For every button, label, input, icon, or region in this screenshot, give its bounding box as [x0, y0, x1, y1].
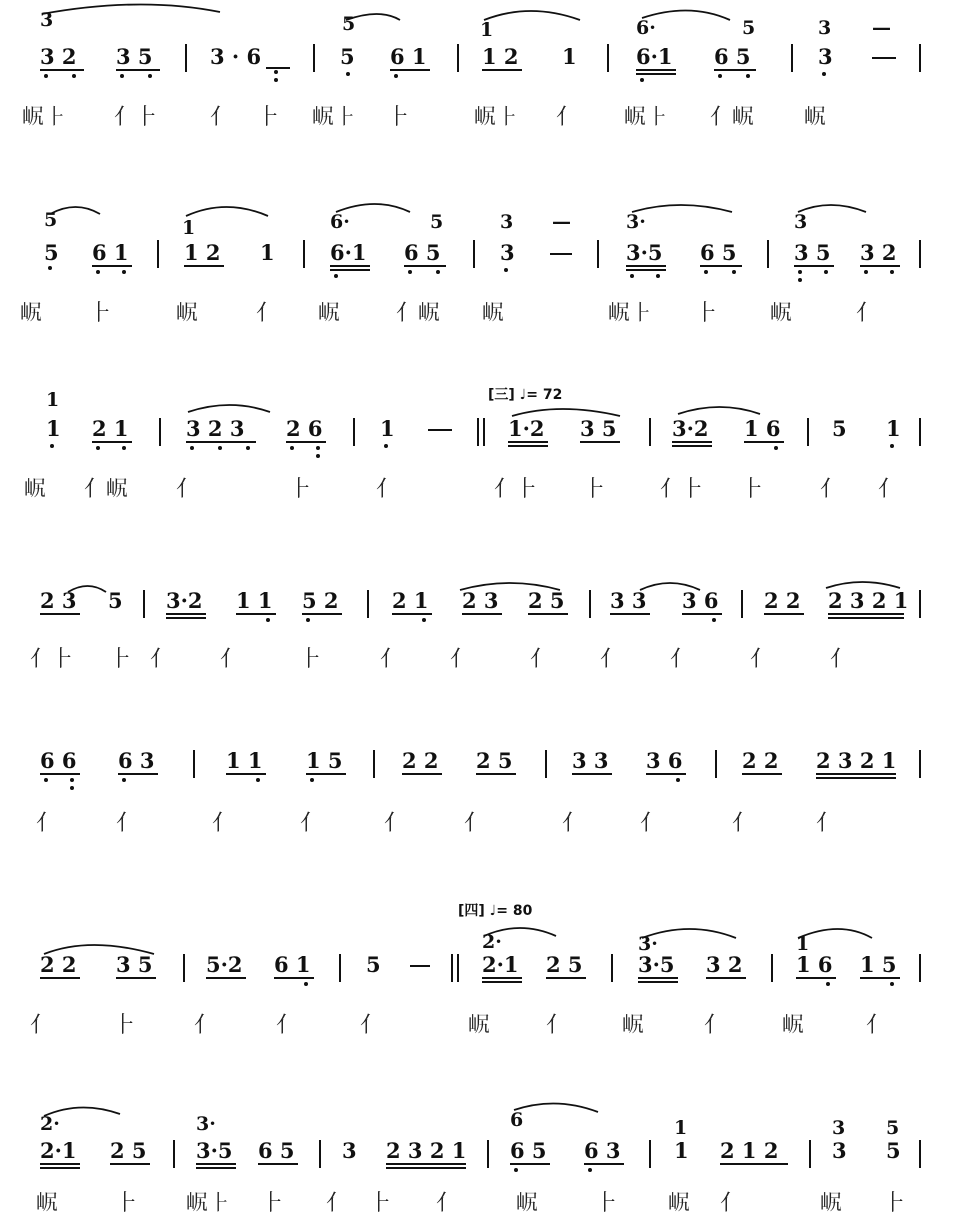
- svg-text:𡶋: 𡶋: [20, 301, 43, 326]
- svg-text:⺅: ⺅: [856, 301, 879, 326]
- svg-text:⺊: ⺊: [114, 1013, 137, 1038]
- svg-text:6 6: 6 6: [40, 748, 77, 773]
- svg-text:𡶋: 𡶋: [36, 1191, 59, 1216]
- staff-row-3: [0, 380, 963, 510]
- svg-text:1: 1: [46, 416, 61, 441]
- svg-text:2 3: 2 3: [40, 588, 77, 613]
- svg-text:1 2: 1 2: [482, 44, 519, 69]
- svg-text:3 5: 3 5: [580, 416, 617, 441]
- svg-text:𡶋: 𡶋: [176, 301, 199, 326]
- svg-text:3 3: 3 3: [610, 588, 647, 613]
- svg-text:2·1: 2·1: [482, 952, 519, 977]
- svg-text:6 5: 6 5: [258, 1138, 295, 1163]
- svg-text:6 5: 6 5: [510, 1138, 547, 1163]
- svg-text:3: 3: [40, 9, 54, 31]
- svg-text:𡶋⺊: 𡶋⺊: [624, 105, 669, 130]
- svg-text:⺅: ⺅: [116, 811, 139, 836]
- svg-text:⺅: ⺅: [384, 811, 407, 836]
- svg-text:1: 1: [674, 1138, 689, 1163]
- svg-text:1·2: 1·2: [508, 416, 545, 441]
- staff-row-1: [0, 0, 963, 130]
- staff-row-2: [0, 190, 963, 326]
- svg-text:⺊: ⺊: [300, 647, 323, 672]
- svg-text:2·: 2·: [482, 931, 502, 953]
- svg-text:⺅: ⺅: [256, 301, 279, 326]
- svg-text:5: 5: [430, 211, 444, 233]
- svg-text:⺅: ⺅: [210, 105, 233, 130]
- tempo-mark: ♩= 72: [519, 387, 563, 403]
- svg-text:1 5: 1 5: [860, 952, 897, 977]
- svg-text:5: 5: [886, 1117, 900, 1139]
- score-row-6: [0, 910, 963, 1040]
- svg-text:⺅: ⺅: [194, 1013, 217, 1038]
- svg-text:⺊: ⺊: [696, 301, 719, 326]
- svg-text:⺅: ⺅: [276, 1013, 299, 1038]
- svg-text:3 5: 3 5: [116, 952, 153, 977]
- svg-text:5: 5: [44, 240, 59, 265]
- svg-text:5: 5: [342, 13, 356, 35]
- svg-text:6 1: 6 1: [274, 952, 311, 977]
- section-number: [四]: [458, 903, 485, 919]
- svg-text:⺅: ⺅: [546, 1013, 569, 1038]
- svg-text:1: 1: [562, 44, 577, 69]
- svg-text:6 1: 6 1: [92, 240, 129, 265]
- svg-text:⺅: ⺅: [720, 1191, 743, 1216]
- svg-text:6 3: 6 3: [584, 1138, 621, 1163]
- svg-text:6·: 6·: [330, 211, 350, 233]
- svg-text:𡶋⺊: 𡶋⺊: [312, 105, 357, 130]
- svg-text:⺅: ⺅: [212, 811, 235, 836]
- svg-text:3: 3: [818, 44, 833, 69]
- svg-text:⺅: ⺅: [326, 1191, 349, 1216]
- svg-text:⺊: ⺊: [388, 105, 411, 130]
- svg-text:⺅: ⺅: [556, 105, 579, 130]
- svg-text:3: 3: [500, 211, 514, 233]
- svg-text:2 3 2 1: 2 3 2 1: [816, 748, 897, 773]
- svg-text:𡶋⺊: 𡶋⺊: [186, 1191, 231, 1216]
- svg-text:3·: 3·: [196, 1113, 216, 1135]
- svg-text:⺅: ⺅: [530, 647, 553, 672]
- svg-text:1: 1: [886, 416, 901, 441]
- svg-text:5·2: 5·2: [206, 952, 243, 977]
- svg-text:3·: 3·: [638, 933, 658, 955]
- svg-text:⺊: ⺊: [290, 477, 313, 502]
- svg-text:⺅: ⺅: [562, 811, 585, 836]
- svg-text:⺅: ⺅: [30, 1013, 53, 1038]
- svg-text:1 6: 1 6: [744, 416, 781, 441]
- staff-row-4: [0, 566, 963, 696]
- svg-text:3: 3: [342, 1138, 357, 1163]
- svg-text:—: —: [552, 211, 571, 233]
- svg-text:3 5: 3 5: [794, 240, 831, 265]
- svg-text:2 5: 2 5: [476, 748, 513, 773]
- svg-text:⺅: ⺅: [600, 647, 623, 672]
- svg-text:3·2: 3·2: [166, 588, 203, 613]
- svg-text:3 6: 3 6: [682, 588, 719, 613]
- svg-text:⺅: ⺅: [732, 811, 755, 836]
- svg-text:6 5: 6 5: [404, 240, 441, 265]
- svg-text:⺊: ⺊: [262, 1191, 285, 1216]
- svg-text:⺅: ⺅: [380, 647, 403, 672]
- svg-text:⺅: ⺅: [36, 811, 59, 836]
- svg-text:𡶋: 𡶋: [622, 1013, 645, 1038]
- svg-text:⺅: ⺅: [830, 647, 853, 672]
- score-row-2: [0, 190, 963, 326]
- svg-text:𡶋: 𡶋: [468, 1013, 491, 1038]
- svg-text:6·1: 6·1: [636, 44, 673, 69]
- svg-text:6·1: 6·1: [330, 240, 367, 265]
- svg-text:⺅: ⺅: [670, 647, 693, 672]
- svg-text:⺅: ⺅: [300, 811, 323, 836]
- svg-text:3·5: 3·5: [626, 240, 663, 265]
- svg-text:2·: 2·: [40, 1113, 60, 1135]
- svg-text:⺅: ⺅: [704, 1013, 727, 1038]
- svg-text:1 1: 1 1: [226, 748, 263, 773]
- svg-text:2 1 2: 2 1 2: [720, 1138, 779, 1163]
- score-row-5: [0, 740, 963, 870]
- svg-text:3 2: 3 2: [860, 240, 897, 265]
- svg-text:3·5: 3·5: [638, 952, 675, 977]
- svg-text:3·5: 3·5: [196, 1138, 233, 1163]
- score-row-4: [0, 566, 963, 696]
- svg-text:𡶋: 𡶋: [318, 301, 341, 326]
- svg-text:3 2: 3 2: [706, 952, 743, 977]
- svg-text:2 3 2 1: 2 3 2 1: [828, 588, 909, 613]
- svg-text:5: 5: [742, 17, 756, 39]
- svg-text:1: 1: [46, 389, 60, 411]
- svg-text:𡶋: 𡶋: [516, 1191, 539, 1216]
- svg-text:3 5: 3 5: [116, 44, 153, 69]
- svg-text:⺅⺊: ⺅⺊: [30, 647, 75, 672]
- svg-text:𡶋: 𡶋: [770, 301, 793, 326]
- tempo-mark: ♩= 80: [489, 903, 533, 919]
- svg-text:3·2: 3·2: [672, 416, 709, 441]
- svg-text:5: 5: [108, 588, 123, 613]
- svg-text:3 6: 3 6: [646, 748, 683, 773]
- svg-text:⺅𡶋: ⺅𡶋: [396, 301, 441, 326]
- svg-text:3 2 3: 3 2 3: [186, 416, 245, 441]
- svg-text:6·: 6·: [636, 17, 656, 39]
- svg-text:𡶋⺊: 𡶋⺊: [608, 301, 653, 326]
- staff-row-5: [0, 740, 963, 870]
- svg-text:1: 1: [260, 240, 275, 265]
- svg-text:2 2: 2 2: [40, 952, 77, 977]
- svg-text:⺅: ⺅: [816, 811, 839, 836]
- svg-text:⺅: ⺅: [464, 811, 487, 836]
- svg-text:⺅: ⺅: [150, 647, 173, 672]
- svg-text:2·1: 2·1: [40, 1138, 77, 1163]
- svg-text:𡶋: 𡶋: [24, 477, 47, 502]
- svg-text:1 1: 1 1: [236, 588, 273, 613]
- svg-text:2 3 2 1: 2 3 2 1: [386, 1138, 467, 1163]
- svg-text:⺅: ⺅: [376, 477, 399, 502]
- svg-text:3: 3: [818, 17, 832, 39]
- svg-text:1 6: 1 6: [796, 952, 833, 977]
- svg-text:⺅: ⺅: [750, 647, 773, 672]
- svg-text:⺅: ⺅: [450, 647, 473, 672]
- svg-text:5: 5: [886, 1138, 901, 1163]
- svg-text:⺊: ⺊: [584, 477, 607, 502]
- staff-row-6: [0, 910, 963, 1040]
- svg-text:3·: 3·: [626, 211, 646, 233]
- svg-text:⺅: ⺅: [820, 477, 843, 502]
- svg-text:⺅⺊: ⺅⺊: [660, 477, 705, 502]
- svg-text:6: 6: [510, 1109, 524, 1131]
- svg-text:2 3: 2 3: [462, 588, 499, 613]
- svg-text:2 1: 2 1: [92, 416, 129, 441]
- svg-text:⺊: ⺊: [370, 1191, 393, 1216]
- svg-text:𡶋: 𡶋: [782, 1013, 805, 1038]
- svg-text:—: —: [872, 17, 891, 39]
- svg-text:⺊: ⺊: [742, 477, 765, 502]
- svg-text:3: 3: [500, 240, 515, 265]
- svg-text:𡶋: 𡶋: [482, 301, 505, 326]
- svg-text:⺊: ⺊: [884, 1191, 907, 1216]
- svg-text:1 2: 1 2: [184, 240, 221, 265]
- svg-text:3 2: 3 2: [40, 44, 77, 69]
- svg-text:2 5: 2 5: [528, 588, 565, 613]
- svg-text:⺅: ⺅: [640, 811, 663, 836]
- svg-text:6 5: 6 5: [714, 44, 751, 69]
- svg-text:⺅: ⺅: [360, 1013, 383, 1038]
- score-row-7: [0, 1100, 963, 1230]
- svg-text:⺅: ⺅: [176, 477, 199, 502]
- svg-text:2 1: 2 1: [392, 588, 429, 613]
- svg-text:1: 1: [380, 416, 395, 441]
- svg-text:5: 5: [44, 209, 58, 231]
- svg-text:2 2: 2 2: [742, 748, 779, 773]
- score-row-1: [0, 0, 963, 130]
- section-number: [三]: [488, 387, 515, 403]
- svg-text:2 2: 2 2: [402, 748, 439, 773]
- svg-text:1: 1: [480, 19, 494, 41]
- svg-text:⺅: ⺅: [866, 1013, 889, 1038]
- svg-text:1: 1: [674, 1117, 688, 1139]
- svg-text:2 5: 2 5: [110, 1138, 147, 1163]
- svg-text:6 5: 6 5: [700, 240, 737, 265]
- svg-text:5: 5: [832, 416, 847, 441]
- svg-text:3: 3: [794, 211, 808, 233]
- svg-text:𡶋: 𡶋: [804, 105, 827, 130]
- svg-text:1 5: 1 5: [306, 748, 343, 773]
- svg-text:⺅: ⺅: [436, 1191, 459, 1216]
- svg-text:2 2: 2 2: [764, 588, 801, 613]
- svg-text:5: 5: [366, 952, 381, 977]
- svg-text:1: 1: [182, 217, 196, 239]
- svg-text:6 3: 6 3: [118, 748, 155, 773]
- svg-text:⺅𡶋: ⺅𡶋: [84, 477, 129, 502]
- svg-text:1: 1: [796, 933, 810, 955]
- svg-text:3 · 6: 3 · 6: [210, 44, 262, 69]
- svg-text:𡶋: 𡶋: [668, 1191, 691, 1216]
- svg-text:5 2: 5 2: [302, 588, 339, 613]
- svg-text:3 3: 3 3: [572, 748, 609, 773]
- svg-text:𡶋⺊: 𡶋⺊: [22, 105, 67, 130]
- svg-text:⺅⺊: ⺅⺊: [114, 105, 159, 130]
- svg-text:⺊: ⺊: [110, 647, 133, 672]
- svg-text:⺊: ⺊: [90, 301, 113, 326]
- svg-text:⺊: ⺊: [258, 105, 281, 130]
- score-row-3: [0, 380, 963, 510]
- svg-text:⺊: ⺊: [596, 1191, 619, 1216]
- svg-text:2 5: 2 5: [546, 952, 583, 977]
- svg-text:3: 3: [832, 1138, 847, 1163]
- svg-text:5: 5: [340, 44, 355, 69]
- svg-text:⺅: ⺅: [878, 477, 901, 502]
- svg-text:⺅𡶋: ⺅𡶋: [710, 105, 755, 130]
- svg-text:𡶋: 𡶋: [820, 1191, 843, 1216]
- svg-text:6 1: 6 1: [390, 44, 427, 69]
- svg-text:𡶋⺊: 𡶋⺊: [474, 105, 519, 130]
- staff-row-7: [0, 1100, 963, 1230]
- svg-text:⺊: ⺊: [116, 1191, 139, 1216]
- svg-text:⺅⺊: ⺅⺊: [494, 477, 539, 502]
- svg-text:⺅: ⺅: [220, 647, 243, 672]
- svg-text:2 6: 2 6: [286, 416, 323, 441]
- svg-text:3: 3: [832, 1117, 846, 1139]
